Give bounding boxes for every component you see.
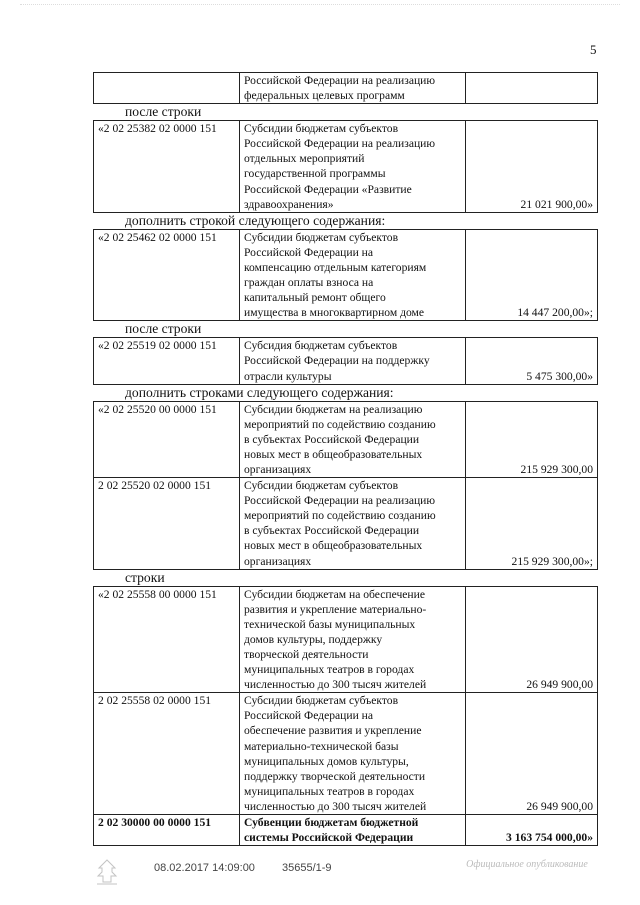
name-line: поддержку творческой деятельности xyxy=(244,769,426,783)
budget-code-cell: 2 02 25558 02 0000 151 xyxy=(94,693,240,815)
name-line: Российской Федерации на реализацию xyxy=(244,137,436,151)
footer-doc-code: 35655/1-9 xyxy=(282,862,332,874)
budget-code-cell: «2 02 25520 00 0000 151 xyxy=(94,401,240,477)
budget-table xyxy=(93,229,598,322)
budget-code-cell: 2 02 25520 02 0000 151 xyxy=(94,478,240,570)
name-line: Субсидия бюджетам субъектов xyxy=(244,339,398,353)
table-row xyxy=(94,121,598,213)
budget-code-cell: 2 02 30000 00 0000 151 xyxy=(94,815,240,846)
section-instruction: строки xyxy=(125,569,165,585)
budget-code-cell: «2 02 25558 00 0000 151 xyxy=(94,586,240,693)
footer-date: 08.02.2017 14:09:00 xyxy=(154,862,255,874)
table-row xyxy=(94,478,598,570)
emblem-icon xyxy=(94,858,120,886)
budget-name-cell xyxy=(240,815,466,846)
amount-cell xyxy=(466,73,598,104)
budget-table xyxy=(93,586,598,847)
section-instruction: после строки xyxy=(125,321,202,337)
name-line: муниципальных театров в городах xyxy=(244,784,415,798)
amount-cell: 26 949 900,00 xyxy=(466,693,598,815)
name-line: Субсидии бюджетам субъектов xyxy=(244,694,399,708)
amount-cell: 21 021 900,00» xyxy=(466,121,598,213)
name-line: Субсидии бюджетам на обеспечение xyxy=(244,587,425,601)
table-row xyxy=(94,586,598,693)
table-row xyxy=(94,693,598,815)
name-line: численностью до 300 тысяч жителей xyxy=(244,678,427,692)
table-row xyxy=(94,229,598,321)
amount-cell: 3 163 754 000,00» xyxy=(466,815,598,846)
name-line: муниципальных домов культуры, xyxy=(244,754,409,768)
name-line: отрасли культуры xyxy=(244,369,332,383)
name-line: творческой деятельности xyxy=(244,648,369,661)
name-line: Российской Федерации на реализацию xyxy=(244,494,436,508)
budget-table xyxy=(93,337,598,384)
name-line: государственной программы xyxy=(244,167,386,181)
name-line: новых мест в общеобразовательных xyxy=(244,539,423,553)
name-line: отдельных мероприятий xyxy=(244,152,365,166)
name-line: граждан оплаты взноса на xyxy=(244,276,374,290)
name-line: Российской Федерации на xyxy=(244,245,374,259)
name-line: Российской Федерации на поддержку xyxy=(244,354,430,368)
budget-name-cell xyxy=(240,693,466,815)
name-line: здравоохранения» xyxy=(244,197,334,211)
name-line: мероприятий по содействию созданию xyxy=(244,509,436,523)
name-line: технической базы муниципальных xyxy=(244,617,416,631)
name-line: Субвенции бюджетам бюджетной xyxy=(244,816,419,830)
name-line: муниципальных театров в городах xyxy=(244,663,415,677)
name-line: Субсидии бюджетам субъектов xyxy=(244,479,399,493)
name-line: Российской Федерации на реализацию xyxy=(244,74,436,87)
document-body xyxy=(93,72,598,846)
budget-code-cell: «2 02 25519 02 0000 151 xyxy=(94,338,240,384)
table-row xyxy=(94,338,598,384)
section-instruction: дополнить строками следующего содержания: xyxy=(125,384,394,400)
name-line: Субсидии бюджетам субъектов xyxy=(244,230,399,244)
section-instruction: после строки xyxy=(125,104,202,120)
name-line: мероприятий по содействию созданию xyxy=(244,417,436,431)
table-row xyxy=(94,401,598,477)
name-line: в субъектах Российской Федерации xyxy=(244,524,420,538)
name-line: Субсидии бюджетам на реализацию xyxy=(244,402,423,416)
budget-table xyxy=(93,120,598,213)
name-line: компенсацию отдельным категориям xyxy=(244,260,427,274)
amount-cell: 215 929 300,00 xyxy=(466,401,598,477)
budget-name-cell xyxy=(240,401,466,477)
budget-code-cell: «2 02 25462 02 0000 151 xyxy=(94,229,240,321)
name-line: численностью до 300 тысяч жителей xyxy=(244,799,427,813)
name-line: Российской Федерации «Развитие xyxy=(244,182,412,196)
name-line: новых мест в общеобразовательных xyxy=(244,447,423,461)
budget-code-cell: «2 02 25382 02 0000 151 xyxy=(94,121,240,213)
amount-cell: 5 475 300,00» xyxy=(466,338,598,384)
name-line: капитальный ремонт общего xyxy=(244,291,386,305)
budget-name-cell xyxy=(240,478,466,570)
name-line: развития и укрепление материально- xyxy=(244,602,427,616)
budget-name-cell xyxy=(240,338,466,384)
table-row xyxy=(94,73,598,104)
name-line: домов культуры, поддержку xyxy=(244,632,383,646)
budget-name-cell xyxy=(240,229,466,321)
amount-cell: 26 949 900,00 xyxy=(466,586,598,693)
name-line: в субъектах Российской Федерации xyxy=(244,432,420,446)
name-line: системы Российской Федерации xyxy=(244,831,414,845)
name-line: Субсидии бюджетам субъектов xyxy=(244,122,399,136)
budget-name-cell xyxy=(240,73,466,104)
footer xyxy=(0,858,640,898)
page-number: 5 xyxy=(590,42,597,57)
name-line: организациях xyxy=(244,554,312,568)
amount-cell: 14 447 200,00»; xyxy=(466,229,598,321)
name-line: организациях xyxy=(244,462,312,476)
name-line: обеспечение развития и укрепление xyxy=(244,724,422,738)
amount-cell: 215 929 300,00»; xyxy=(466,478,598,570)
scan-artifact xyxy=(20,4,620,7)
publication-watermark: Официальное опубликование xyxy=(466,859,588,870)
budget-table xyxy=(93,72,598,104)
budget-name-cell xyxy=(240,586,466,693)
name-line: материально-технической базы xyxy=(244,739,399,753)
table-row xyxy=(94,815,598,846)
budget-code-cell xyxy=(94,73,240,104)
budget-name-cell xyxy=(240,121,466,213)
name-line: Российской Федерации на xyxy=(244,709,374,723)
budget-table xyxy=(93,401,598,570)
name-line: имущества в многоквартирном доме xyxy=(244,306,425,320)
section-instruction: дополнить строкой следующего содержания: xyxy=(125,212,386,228)
name-line: федеральных целевых программ xyxy=(244,89,405,103)
